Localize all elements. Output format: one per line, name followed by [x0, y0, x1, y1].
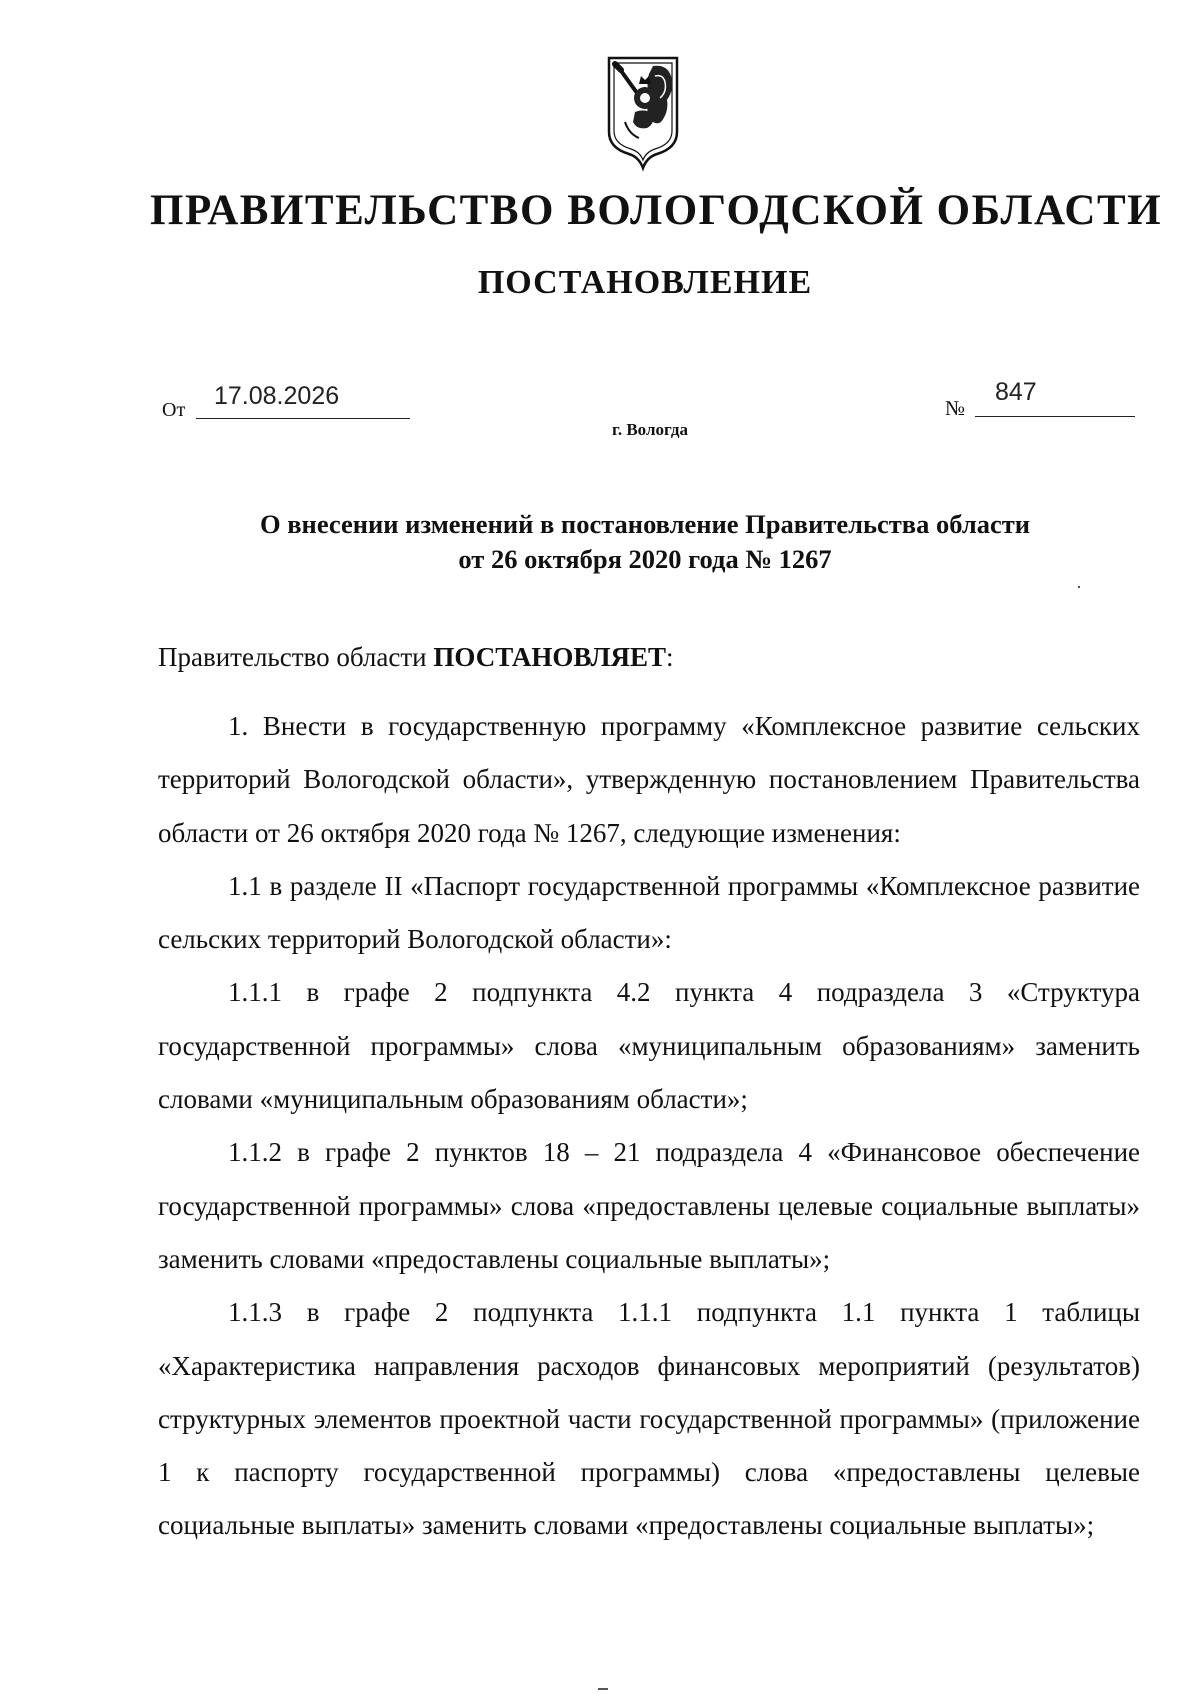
document-date: 17.08.2026 [214, 382, 340, 410]
document-subject [150, 507, 1140, 577]
document-body [158, 700, 1140, 1553]
scan-speck [598, 1688, 608, 1690]
paragraph-1: 1. Внести в государственную программу «Комплексное развитие сельских территорий Вологодской области», утвержденную постановлением Правительства области от 26 октября 2020 года № 1267, следующие изменения: [158, 711, 1140, 848]
paragraph-1-1-1: 1.1.1 в графе 2 подпункта 4.2 пункта 4 подраздела 3 «Структура государственной программы» слова «муниципальным образованиям» заменить словами «муниципальным образованиям области»; [158, 977, 1140, 1115]
date-field [196, 382, 410, 419]
coat-of-arms-icon [605, 52, 681, 172]
document-number: 847 [995, 378, 1037, 406]
subject-line-2: от 26 октября 2020 года № 1267 [458, 544, 832, 574]
paragraph-1-1-3: 1.1.3 в графе 2 подпункта 1.1.1 подпункта 1.1 пункта 1 таблицы «Характеристика направления расходов финансовых мероприятий (результатов) структурных элементов проектной части государственной программы» (приложение 1 к паспорту государственной программы) слова «предоставлены целевые социальные выплаты» заменить словами «предоставлены социальные выплаты»; [158, 1297, 1140, 1541]
intro-emphasis: ПОСТАНОВЛЯЕТ [433, 642, 666, 672]
intro-line [158, 642, 674, 673]
subject-line-1: О внесении изменений в постановление Правительства области [260, 509, 1030, 539]
number-prefix-label: № [945, 396, 966, 420]
number-field [975, 378, 1135, 417]
document-type-title: ПОСТАНОВЛЕНИЕ [477, 264, 813, 301]
intro-suffix: : [665, 642, 674, 672]
intro-text: Правительство области [158, 642, 434, 672]
paragraph-1-1: 1.1 в разделе II «Паспорт государственной программы «Комплексное развитие сельских территорий Вологодской области»: [158, 870, 1140, 955]
government-title: ПРАВИТЕЛЬСТВО ВОЛОГОДСКОЙ ОБЛАСТИ [150, 187, 1163, 234]
scan-speck [1078, 586, 1080, 588]
date-prefix-label: От [162, 399, 186, 421]
city-label: г. Вологда [612, 420, 688, 439]
paragraph-1-1-2: 1.1.2 в графе 2 пунктов 18 – 21 подраздела 4 «Финансовое обеспечение государственной программы» слова «предоставлены целевые социальные выплаты» заменить словами «предоставлены социальные выплаты»; [158, 1137, 1140, 1274]
